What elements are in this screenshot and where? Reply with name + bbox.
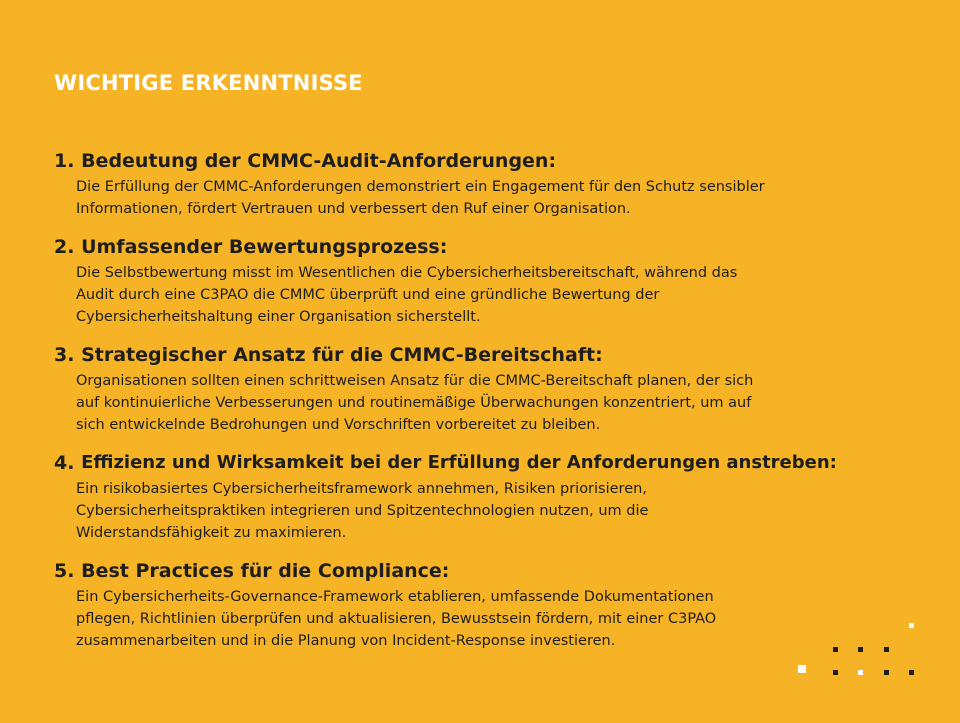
item-number: 1. bbox=[54, 150, 75, 172]
item-number: 4. bbox=[54, 452, 75, 474]
item-number: 5. bbox=[54, 560, 75, 582]
item-heading-text: Strategischer Ansatz für die CMMC-Bereitschaft: bbox=[81, 344, 603, 366]
item-number: 3. bbox=[54, 344, 75, 366]
list-item bbox=[54, 450, 934, 544]
dot-icon bbox=[909, 670, 914, 675]
item-body: Die Selbstbewertung misst im Wesentlichen die Cybersicherheitsbereitschaft, während das Audit durch eine C3PAO die CMMC überprüft und eine gründliche Bewertung der Cybersicherheitshaltung einer Organisation sicherstellt. bbox=[76, 265, 738, 325]
item-body: Organisationen sollten einen schrittweisen Ansatz für die CMMC-Bereitschaft planen, der sich auf kontinuierliche Verbesserungen und routinemäßige Überwachungen konzentriert, um auf sich entwickelnde Bedrohungen und Vorschriften vorbereitet zu bleiben. bbox=[76, 373, 754, 433]
item-heading-text: Bedeutung der CMMC-Audit-Anforderungen: bbox=[81, 150, 557, 172]
item-heading bbox=[54, 342, 934, 368]
item-body: Ein Cybersicherheits-Governance-Framework etablieren, umfassende Dokumentationen pflegen, Richtlinien überprüfen und aktualisieren, Bewusstsein fördern, mit einer C3PAO zusammenarbeiten und in die Planung von Incident-Response investieren. bbox=[76, 589, 717, 649]
item-heading bbox=[54, 148, 934, 174]
list-item bbox=[54, 234, 934, 328]
item-heading bbox=[54, 558, 934, 584]
item-number: 2. bbox=[54, 236, 75, 258]
list-item bbox=[54, 558, 934, 652]
list-item bbox=[54, 148, 934, 220]
dot-icon bbox=[884, 670, 889, 675]
dot-icon bbox=[798, 665, 806, 673]
item-heading-text: Effizienz und Wirksamkeit bei der Erfüllung der Anforderungen anstreben: bbox=[81, 452, 837, 473]
item-heading-text: Umfassender Bewertungsprozess: bbox=[81, 236, 448, 258]
page-title: WICHTIGE ERKENNTNISSE bbox=[54, 71, 363, 95]
item-body: Die Erfüllung der CMMC-Anforderungen demonstriert ein Engagement für den Schutz sensibler Informationen, fördert Vertrauen und verbessert den Ruf einer Organisation. bbox=[76, 179, 765, 217]
item-heading bbox=[54, 234, 934, 260]
item-heading-text: Best Practices für die Compliance: bbox=[81, 560, 450, 582]
item-heading bbox=[54, 450, 934, 476]
list-item bbox=[54, 342, 934, 436]
key-points-list bbox=[54, 148, 934, 666]
dot-icon bbox=[833, 670, 838, 675]
dot-icon bbox=[858, 670, 863, 675]
item-body: Ein risikobasiertes Cybersicherheitsframework annehmen, Risiken priorisieren, Cybersicherheitspraktiken integrieren und Spitzentechnologien nutzen, um die Widerstandsfähigkeit zu maximieren. bbox=[76, 481, 649, 541]
